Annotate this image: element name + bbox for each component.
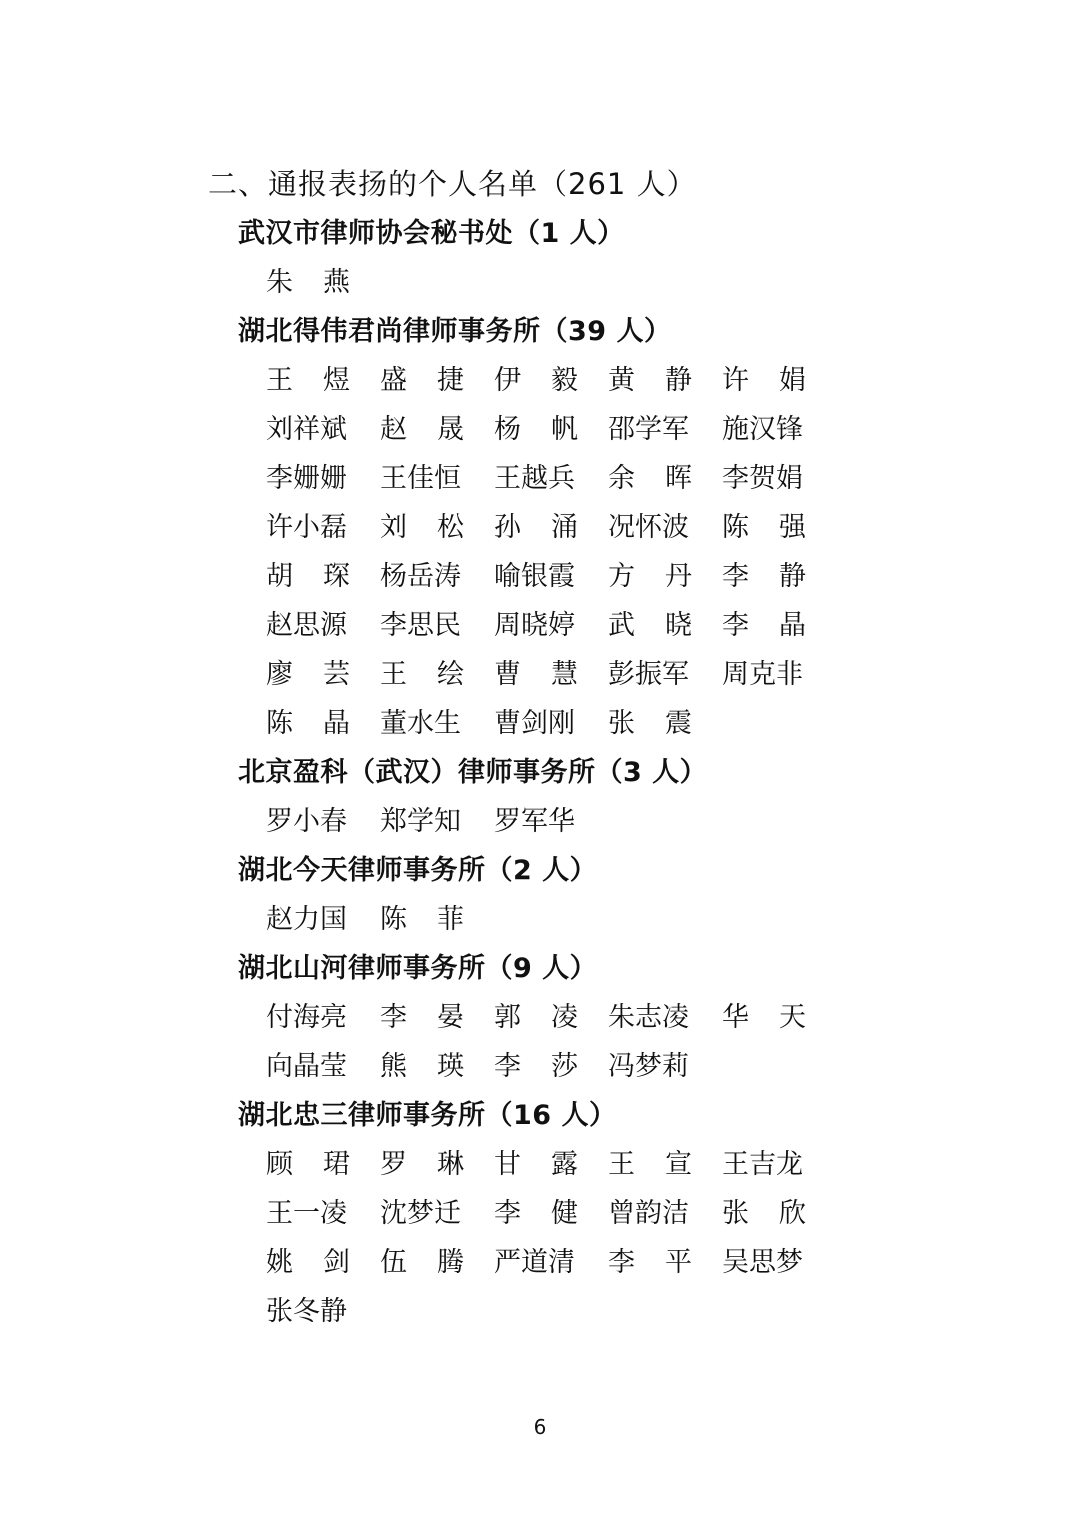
org-heading: 北京盈科（武汉）律师事务所（3 人） <box>238 757 708 788</box>
person-name: 张震 <box>608 708 722 739</box>
person-name: 余晖 <box>608 463 722 494</box>
person-name: 向晶莹 <box>266 1051 347 1082</box>
person-name: 伍腾 <box>380 1247 494 1278</box>
person-name: 许小磊 <box>266 512 347 543</box>
person-name: 廖芸 <box>266 659 380 690</box>
group-4 <box>238 944 838 1091</box>
honor-list <box>238 209 838 1336</box>
person-name: 李静 <box>722 561 836 592</box>
person-name: 曹慧 <box>494 659 608 690</box>
person-name: 熊瑛 <box>380 1051 494 1082</box>
person-name: 华天 <box>722 1002 836 1033</box>
person-name: 喻银霞 <box>494 561 575 592</box>
page-number: 6 <box>533 1415 547 1439</box>
person-name: 许娟 <box>722 365 836 396</box>
person-name: 陈菲 <box>380 904 494 935</box>
org-heading: 武汉市律师协会秘书处（1 人） <box>238 218 625 249</box>
name-grid <box>266 1140 838 1336</box>
person-name: 顾珺 <box>266 1149 380 1180</box>
person-name: 盛捷 <box>380 365 494 396</box>
person-name: 甘露 <box>494 1149 608 1180</box>
group-1 <box>238 307 838 748</box>
person-name: 冯梦莉 <box>608 1051 689 1082</box>
group-0 <box>238 209 838 307</box>
person-name: 朱志凌 <box>608 1002 689 1033</box>
person-name: 罗琳 <box>380 1149 494 1180</box>
person-name: 张冬静 <box>266 1296 347 1327</box>
org-heading: 湖北今天律师事务所（2 人） <box>238 855 598 886</box>
person-name: 李晏 <box>380 1002 494 1033</box>
person-name: 邵学军 <box>608 414 689 445</box>
person-name: 王绘 <box>380 659 494 690</box>
org-heading: 湖北忠三律师事务所（16 人） <box>238 1100 617 1131</box>
person-name: 张欣 <box>722 1198 836 1229</box>
person-name: 李平 <box>608 1247 722 1278</box>
person-name: 黄静 <box>608 365 722 396</box>
person-name: 伊毅 <box>494 365 608 396</box>
person-name: 李思民 <box>380 610 461 641</box>
person-name: 刘祥斌 <box>266 414 347 445</box>
person-name: 杨岳涛 <box>380 561 461 592</box>
person-name: 胡琛 <box>266 561 380 592</box>
person-name: 况怀波 <box>608 512 689 543</box>
person-name: 陈强 <box>722 512 836 543</box>
person-name: 沈梦迁 <box>380 1198 461 1229</box>
person-name: 罗军华 <box>494 806 575 837</box>
person-name: 王佳恒 <box>380 463 461 494</box>
person-name: 严道清 <box>494 1247 575 1278</box>
person-name: 李莎 <box>494 1051 608 1082</box>
person-name: 施汉锋 <box>722 414 803 445</box>
person-name: 杨帆 <box>494 414 608 445</box>
person-name: 王宣 <box>608 1149 722 1180</box>
person-name: 赵晟 <box>380 414 494 445</box>
person-name: 赵力国 <box>266 904 347 935</box>
person-name: 郭凌 <box>494 1002 608 1033</box>
person-name: 武晓 <box>608 610 722 641</box>
person-name: 王越兵 <box>494 463 575 494</box>
name-grid <box>266 797 838 846</box>
person-name: 周晓婷 <box>494 610 575 641</box>
person-name: 彭振军 <box>608 659 689 690</box>
person-name: 罗小春 <box>266 806 347 837</box>
person-name: 董水生 <box>380 708 461 739</box>
person-name: 王一凌 <box>266 1198 347 1229</box>
person-name: 李贺娟 <box>722 463 803 494</box>
person-name: 周克非 <box>722 659 803 690</box>
name-grid <box>266 993 838 1091</box>
person-name: 王煜 <box>266 365 380 396</box>
person-name: 方丹 <box>608 561 722 592</box>
person-name: 刘松 <box>380 512 494 543</box>
person-name: 李健 <box>494 1198 608 1229</box>
name-grid <box>266 258 838 307</box>
group-3 <box>238 846 838 944</box>
person-name: 李姗姗 <box>266 463 347 494</box>
person-name: 朱燕 <box>266 267 380 298</box>
group-2 <box>238 748 838 846</box>
group-5 <box>238 1091 838 1336</box>
person-name: 郑学知 <box>380 806 461 837</box>
person-name: 曹剑刚 <box>494 708 575 739</box>
person-name: 姚剑 <box>266 1247 380 1278</box>
person-name: 陈晶 <box>266 708 380 739</box>
section-title: 二、通报表扬的个人名单（261 人） <box>208 167 697 201</box>
person-name: 王吉龙 <box>722 1149 803 1180</box>
name-grid <box>266 356 838 748</box>
org-heading: 湖北得伟君尚律师事务所（39 人） <box>238 316 672 347</box>
person-name: 李晶 <box>722 610 836 641</box>
person-name: 孙涌 <box>494 512 608 543</box>
person-name: 付海亮 <box>266 1002 347 1033</box>
person-name: 曾韵洁 <box>608 1198 689 1229</box>
name-grid <box>266 895 838 944</box>
person-name: 赵思源 <box>266 610 347 641</box>
person-name: 吴思梦 <box>722 1247 803 1278</box>
org-heading: 湖北山河律师事务所（9 人） <box>238 953 598 984</box>
